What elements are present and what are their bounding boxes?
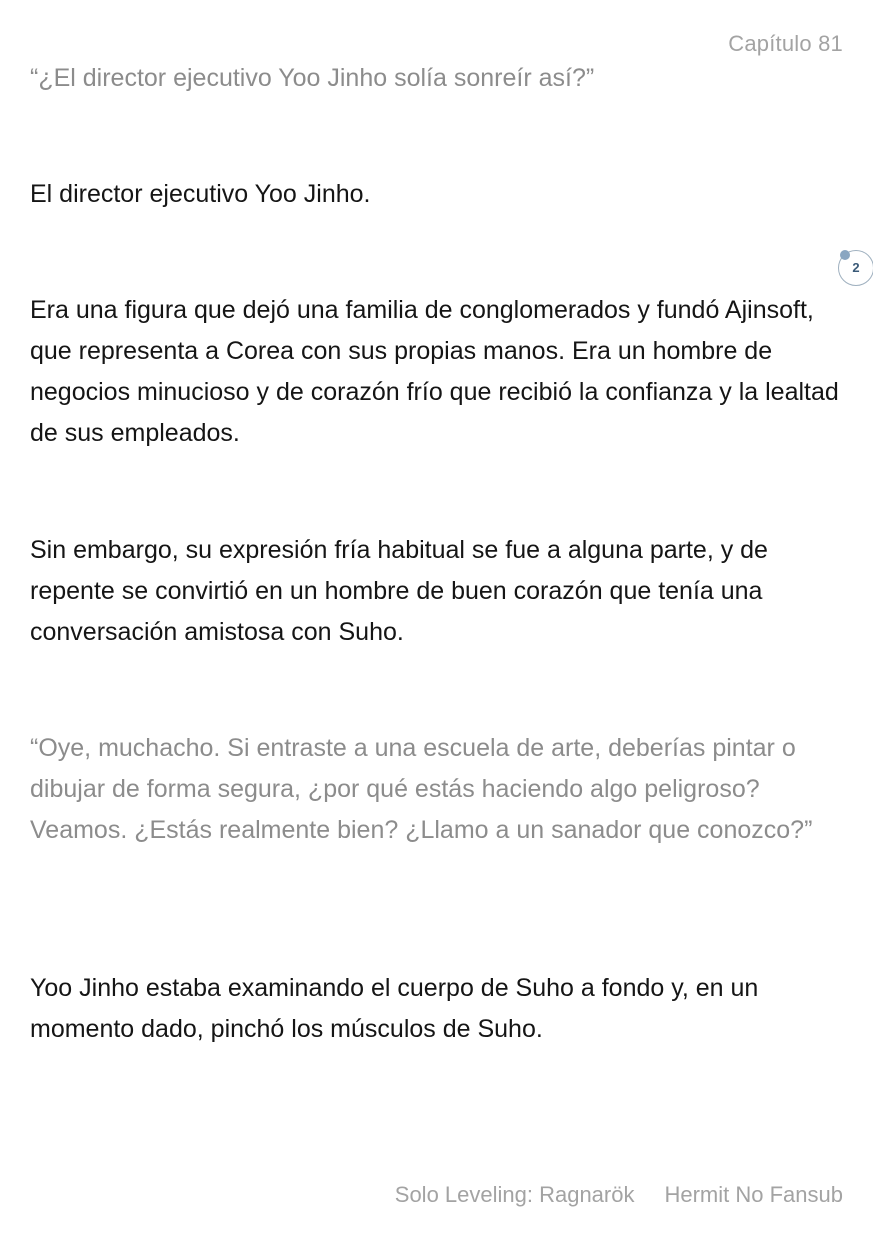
narration-paragraph: El director ejecutivo Yoo Jinho. [30, 180, 371, 208]
narration-paragraph: Yoo Jinho estaba examinando el cuerpo de Suho a fondo y, en un momento dado, pinchó los músculos de Suho. [30, 974, 759, 1043]
dialogue-paragraph: “¿El director ejecutivo Yoo Jinho solía sonreír así?” [30, 64, 595, 92]
comment-count-marker[interactable] [838, 250, 873, 286]
narration-paragraph: Sin embargo, su expresión fría habitual se fue a alguna parte, y de repente se convirtió en un hombre de buen corazón que tenía una conversación amistosa con Suho. [30, 536, 768, 646]
dialogue-paragraph: “Oye, muchacho. Si entraste a una escuela de arte, deberías pintar o dibujar de forma segura, ¿por qué estás haciendo algo peligroso? Veamos. ¿Estás realmente bien? ¿Llamo a un sanador que conozco?” [30, 734, 813, 844]
footer [395, 1182, 843, 1208]
translator-credit: Hermit No Fansub [664, 1182, 843, 1207]
narration-paragraph: Era una figura que dejó una familia de conglomerados y fundó Ajinsoft, que representa a Corea con sus propias manos. Era un hombre de negocios minucioso y de corazón frío que recibió la confianza y la lealtad de sus empleados. [30, 296, 839, 447]
book-title: Solo Leveling: Ragnarök [394, 1182, 635, 1207]
chapter-label: Capítulo 81 [728, 31, 843, 56]
comment-count: 2 [852, 260, 860, 275]
